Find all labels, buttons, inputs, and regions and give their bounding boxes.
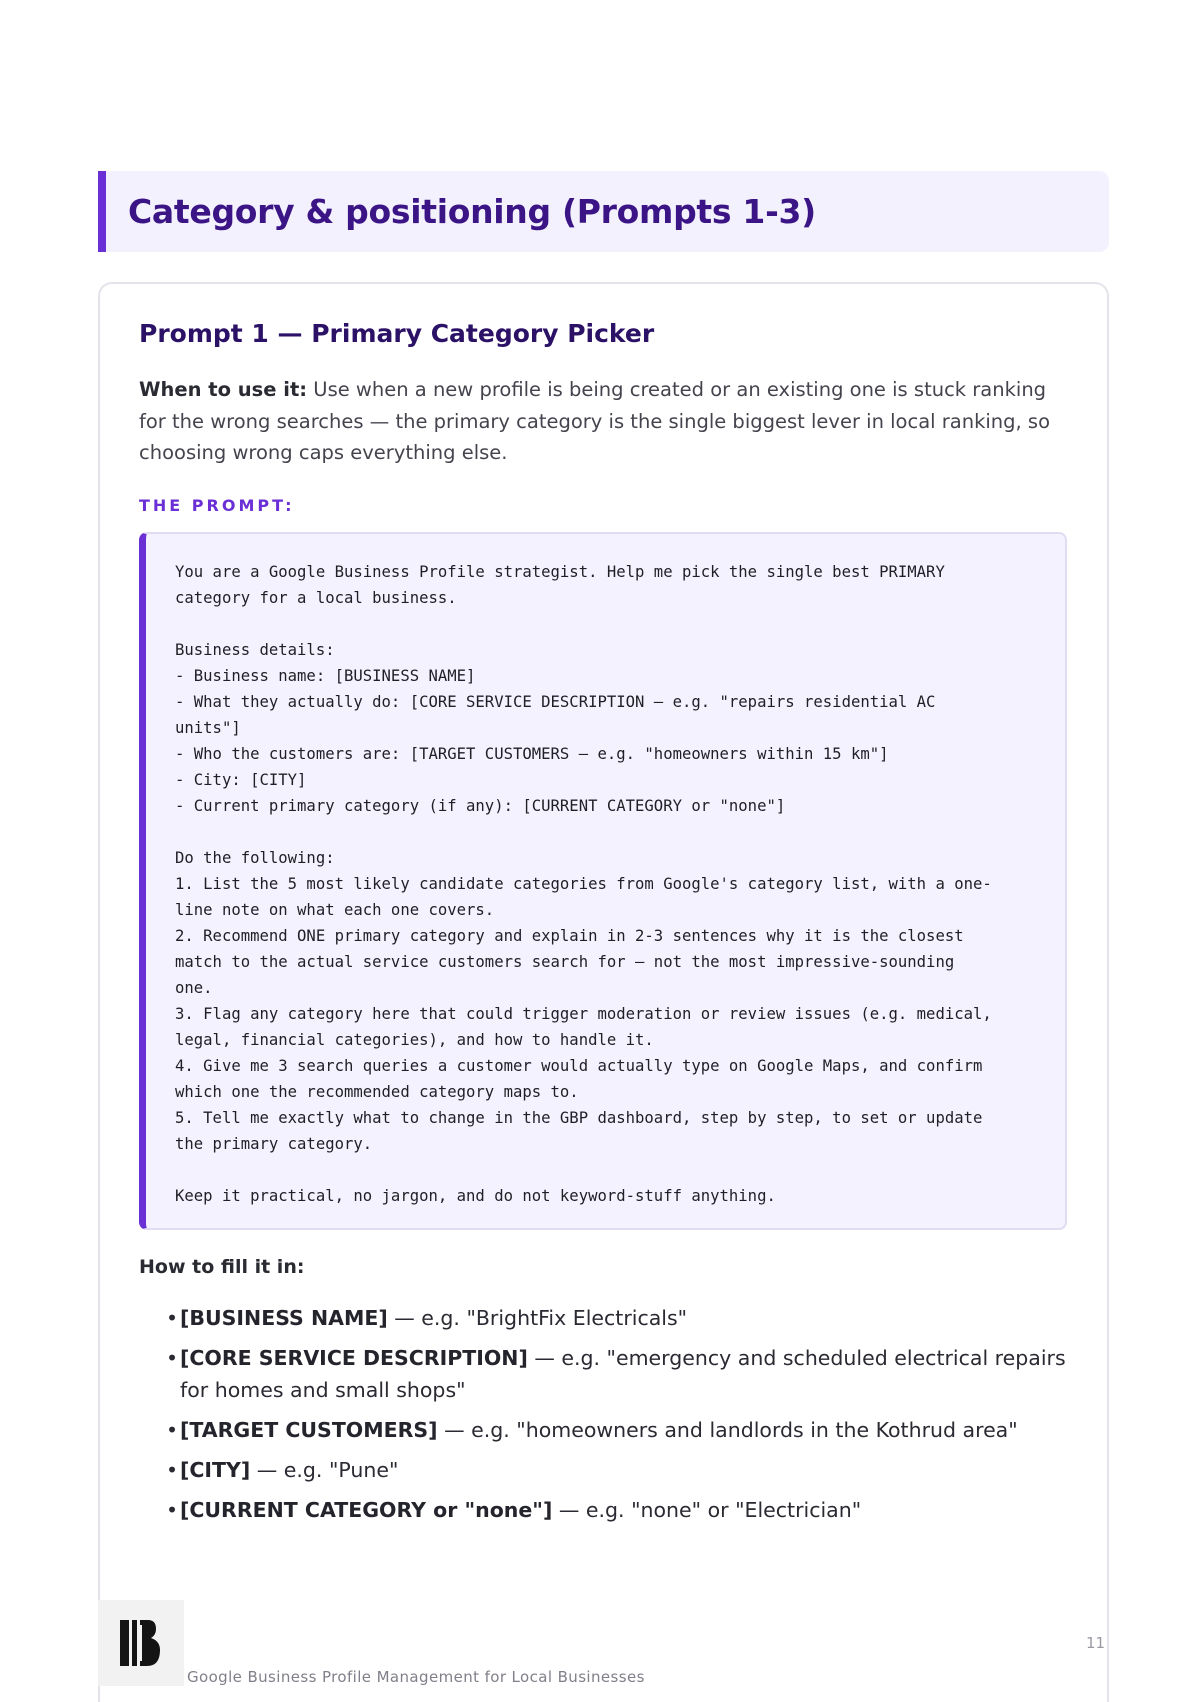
fill-heading: How to fill it in: <box>139 1256 305 1278</box>
placeholder-key: [TARGET CUSTOMERS] <box>180 1418 438 1442</box>
code-line: 4. Give me 3 search queries a customer would actually type on Google Maps, and confirm <box>175 1057 983 1075</box>
code-line: match to the actual service customers search for — not the most impressive-sounding <box>175 953 955 971</box>
code-line: line note on what each one covers. <box>175 901 495 919</box>
code-line: category for a local business. <box>175 589 457 607</box>
placeholder-example: — e.g. "BrightFix Electricals" <box>387 1306 688 1330</box>
bullet-icon: • <box>166 1346 179 1370</box>
fill-list-item <box>166 1302 1066 1334</box>
code-line: units"] <box>175 719 241 737</box>
when-to-use-paragraph <box>139 374 1069 469</box>
code-line: the primary category. <box>175 1135 373 1153</box>
prompt-title: Prompt 1 — Primary Category Picker <box>139 319 655 348</box>
code-line: one. <box>175 979 213 997</box>
when-to-use-label: When to use it: <box>139 378 308 401</box>
bullet-icon: • <box>166 1306 179 1330</box>
bullet-icon: • <box>166 1498 179 1522</box>
placeholder-example: — e.g. "homeowners and landlords in the Kothrud area" <box>437 1418 1018 1442</box>
fill-list-item <box>166 1454 1066 1486</box>
code-line: - Who the customers are: [TARGET CUSTOMERS — e.g. "homeowners within 15 km"] <box>175 745 889 763</box>
code-line: - City: [CITY] <box>175 771 307 789</box>
placeholder-example: — e.g. "Pune" <box>250 1458 399 1482</box>
fill-list-item <box>166 1342 1066 1406</box>
code-line: - What they actually do: [CORE SERVICE DESCRIPTION — e.g. "repairs residential AC <box>175 693 936 711</box>
code-line: - Business name: [BUSINESS NAME] <box>175 667 476 685</box>
bullet-icon: • <box>166 1458 179 1482</box>
fill-list-item <box>166 1414 1066 1446</box>
code-line <box>175 1157 1055 1183</box>
code-line <box>175 819 1055 845</box>
section-title: Category & positioning (Prompts 1-3) <box>128 192 816 231</box>
fill-list-item <box>166 1494 1066 1526</box>
footer-text: Google Business Profile Management for Local Businesses <box>187 1668 645 1686</box>
page-number: 11 <box>1086 1634 1106 1652</box>
code-line: 3. Flag any category here that could trigger moderation or review issues (e.g. medical, <box>175 1005 992 1023</box>
prompt-code-text <box>175 559 1055 1209</box>
placeholder-key: [CITY] <box>180 1458 251 1482</box>
code-line <box>175 611 1055 637</box>
fill-list <box>166 1302 1066 1534</box>
code-line: Keep it practical, no jargon, and do not keyword-stuff anything. <box>175 1187 776 1205</box>
code-line: - Current primary category (if any): [CURRENT CATEGORY or "none"] <box>175 797 786 815</box>
footer-logo <box>98 1600 184 1686</box>
placeholder-key: [CORE SERVICE DESCRIPTION] <box>180 1346 528 1370</box>
bullet-icon: • <box>166 1418 179 1442</box>
code-line: 1. List the 5 most likely candidate categories from Google's category list, with a one- <box>175 875 992 893</box>
section-banner <box>98 171 1109 252</box>
code-line: which one the recommended category maps to. <box>175 1083 579 1101</box>
code-line: legal, financial categories), and how to handle it. <box>175 1031 654 1049</box>
code-line: 5. Tell me exactly what to change in the GBP dashboard, step by step, to set or update <box>175 1109 983 1127</box>
book-logo-icon <box>120 1620 160 1666</box>
code-line: Do the following: <box>175 849 335 867</box>
placeholder-example: — e.g. "none" or "Electrician" <box>552 1498 862 1522</box>
placeholder-key: [CURRENT CATEGORY or "none"] <box>180 1498 553 1522</box>
code-line: Business details: <box>175 641 335 659</box>
placeholder-key: [BUSINESS NAME] <box>180 1306 388 1330</box>
code-line: You are a Google Business Profile strategist. Help me pick the single best PRIMARY <box>175 563 945 581</box>
code-line: 2. Recommend ONE primary category and explain in 2-3 sentences why it is the closest <box>175 927 964 945</box>
when-to-use-text: Use when a new profile is being created or an existing one is stuck ranking for the wrong searches — the primary category is the single biggest lever in local ranking, so choosing wrong caps everything else. <box>139 378 1051 464</box>
prompt-label: THE PROMPT: <box>139 496 295 515</box>
placeholder-example: — e.g. "emergency and scheduled electrical repairs for homes and small shops" <box>180 1346 1066 1402</box>
